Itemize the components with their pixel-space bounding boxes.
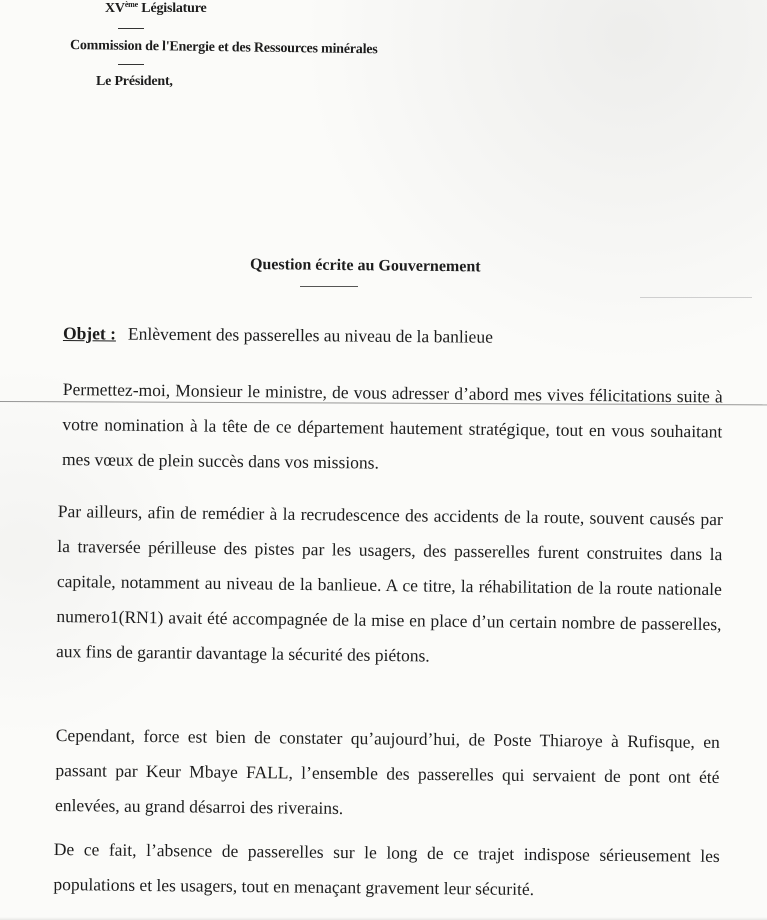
legislature-prefix: XV (105, 1, 125, 16)
document-title: Question écrite au Gouvernement (249, 256, 481, 276)
letter-header (0, 0, 767, 110)
paragraph (56, 494, 723, 677)
commission-name: Commission de l'Energie et des Ressources minérales (69, 38, 378, 58)
objet-row (63, 323, 493, 348)
paragraph-text: Cependant, force est bien de constater qu’aujourd’hui, de Poste Thiaroye à Rufisque, en passant par Keur Mbaye FALL, l’ensemble des passerelles qui servaient de pont ont été enlevées, au grand désarroi des riverains. (54, 724, 720, 819)
paragraph-text: Par ailleurs, afin de remédier à la recrudescence des accidents de la route, souvent causés par la traversée périlleuse des pistes par les usagers, des passerelles furent construites dans la capitale, notamment au niveau de la banlieue. A ce titre, la réhabilitation de la route nationale numero1(RN1) avait été accompagnée de la mise en place d’un certain nombre de passerelles, aux fins de garantir davantage la sécurité des piétons. (55, 500, 723, 666)
title-underline (300, 286, 358, 287)
objet-label: Objet : (62, 323, 117, 344)
paragraph (55, 718, 720, 830)
paragraph (53, 832, 720, 909)
legislature-suffix: Législature (138, 1, 207, 16)
header-separator (118, 64, 144, 65)
scan-artifact-line (640, 297, 752, 298)
paragraph-text: De ce fait, l’absence de passerelles sur le long de ce trajet indispose sérieusement les populations et les usagers, tout en menaçant gravement leur sécurité. (53, 838, 720, 900)
legislature-line (105, 0, 207, 17)
president-title: Le Président, (96, 74, 173, 89)
header-separator (118, 28, 144, 29)
paragraph-text: Permettez-moi, Monsieur le ministre, de vous adresser d’abord mes vives félicitations suite à votre nomination à la tête de ce département hautement stratégique, tout en vous souhaitant mes vœux de plein succès dans vos missions. (61, 378, 723, 473)
objet-text: Enlèvement des passerelles au niveau de la banlieue (127, 323, 493, 347)
legislature-superscript: ème (124, 0, 138, 9)
paragraph (62, 372, 723, 484)
